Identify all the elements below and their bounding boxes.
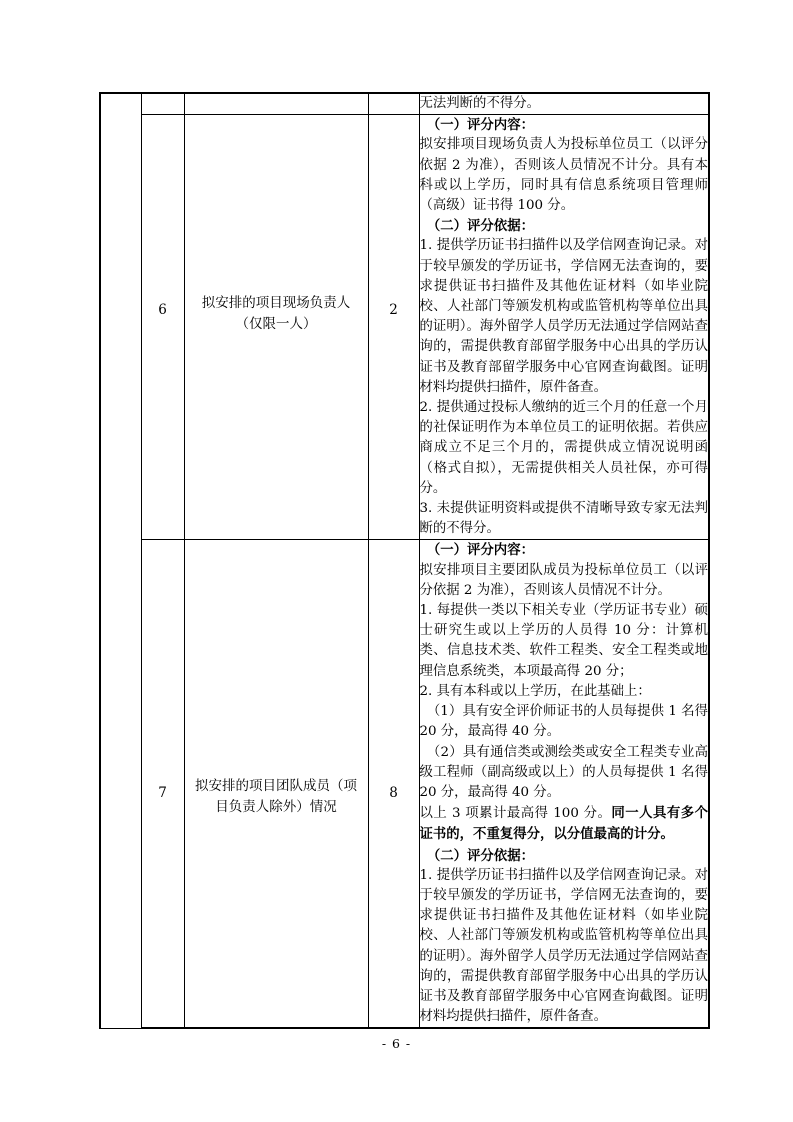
content-paragraph: 3. 未提供证明资料或提供不清晰导致专家无法判断的不得分。 xyxy=(419,501,708,537)
item-name-line2: （仅限一人） xyxy=(235,316,317,333)
content-paragraph: 2. 具有本科或以上学历，在此基础上： xyxy=(419,683,651,699)
table-cell-score: 2 xyxy=(368,115,419,540)
content-heading: （二）评分依据： xyxy=(426,218,534,235)
table-cell-content xyxy=(419,540,709,1028)
content-run-bold: 同一人具有多个证书的，不重复得分，以分值最高的计分。 xyxy=(419,805,709,843)
content-paragraph: 1. 提供学历证书扫描件以及学信网查询记录。对于较早颁发的学历证书，学信网无法查询的，要求提供证书扫描件及其他佐证材料（如毕业院校、人社部门等颁发机构或监管机构等单位出具的证明）。海外留学人员学历无法通过学信网站查询的，需提供教育部留学服务中心出具的学历认证书及教育部留学服务中心官网查询截图。证明材料均提供扫描件，原件备查。 xyxy=(419,238,708,395)
table-row xyxy=(100,540,709,1028)
content-paragraph: 拟安排项目现场负责人为投标单位员工（以评分依据 2 为准），否则该人员情况不计分。具有本科或以上学历，同时具有信息系统项目管理师（高级）证书得 100 分。 xyxy=(419,137,708,214)
table-cell-outer-margin xyxy=(100,93,141,1028)
table-row xyxy=(100,93,709,115)
content-paragraph: 无法判断的不得分。 xyxy=(419,96,541,111)
content-heading: （一）评分内容： xyxy=(426,117,534,134)
content-paragraph: 1. 每提供一类以下相关专业（学历证书专业）硕士研究生或以上学历的人员得 10 分：计算机类、信息技术类、软件工程类、安全工程类或地理信息系统类，本项最高得 20 分； xyxy=(419,603,708,679)
scoring-criteria-table xyxy=(99,92,710,1029)
table-row xyxy=(100,115,709,540)
page-number-footer: - 6 - xyxy=(381,1036,412,1051)
table-cell-content xyxy=(419,115,709,540)
table-cell-index: 6 xyxy=(141,115,184,540)
content-paragraph: 拟安排项目主要团队成员为投标单位员工（以评分依据 2 为准），否则该人员情况不计分。 xyxy=(419,562,708,598)
table-cell-score: 8 xyxy=(368,540,419,1028)
item-name-line1: 拟安排的项目团队成员（项 xyxy=(195,778,357,795)
content-paragraph: （1）具有安全评价师证书的人员每提供 1 名得 20 分，最高得 40 分。 xyxy=(419,704,708,740)
content-heading: （二）评分依据： xyxy=(426,847,534,864)
table-cell-item xyxy=(184,93,368,115)
content-paragraph: 2. 提供通过投标人缴纳的近三个月的任意一个月的社保证明作为本单位员工的证明依据。若供应商成立不足三个月的，需提供成立情况说明函（格式自拟），无需提供相关人员社保，亦可得分。 xyxy=(419,400,708,496)
table-cell-item xyxy=(184,115,368,540)
item-name-line1: 拟安排的项目现场负责人 xyxy=(201,295,351,312)
table-cell-index xyxy=(141,93,184,115)
table-cell-content xyxy=(419,93,709,115)
item-name-line2: 目负责人除外）情况 xyxy=(215,799,337,816)
content-run-plain: 以上 3 项累计最高得 100 分。 xyxy=(419,806,612,822)
content-paragraph: 1. 提供学历证书扫描件以及学信网查询记录。对于较早颁发的学历证书，学信网无法查询的，要求提供证书扫描件及其他佐证材料（如毕业院校、人社部门等颁发机构或监管机构等单位出具的证明）。海外留学人员学历无法通过学信网站查询的，需提供教育部留学服务中心出具的学历认证书及教育部留学服务中心官网查询截图。证明材料均提供扫描件，原件备查。 xyxy=(419,867,708,1025)
content-paragraph-mixed xyxy=(420,803,709,845)
table-cell-score xyxy=(368,93,419,115)
content-heading: （一）评分内容： xyxy=(426,542,534,559)
table-cell-index: 7 xyxy=(141,540,184,1028)
content-paragraph: （2）具有通信类或测绘类或安全工程类专业高级工程师（副高级或以上）的人员每提供 1 名得 20 分，最高得 40 分。 xyxy=(419,744,708,800)
table-cell-item xyxy=(184,540,368,1028)
